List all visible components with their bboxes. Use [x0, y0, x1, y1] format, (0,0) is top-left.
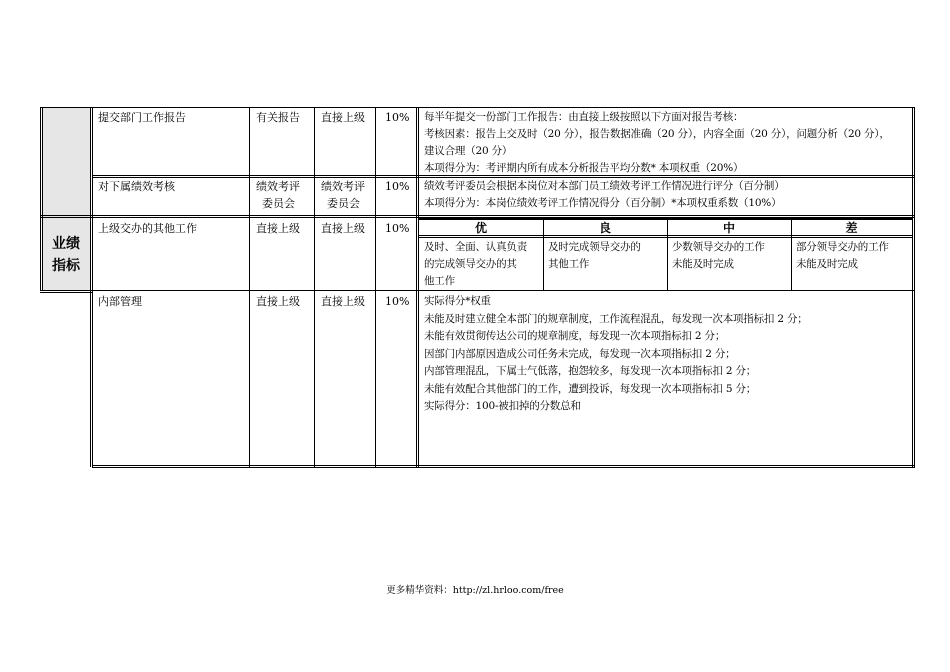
data-source: 有关报告	[256, 111, 300, 124]
assessor: 直接上级	[321, 111, 365, 124]
rating-desc: 及时、全面、认真负责	[424, 241, 527, 253]
data-source: 绩效考评	[256, 180, 300, 193]
criteria-line: 实际得分：100-被扣掉的分数总和	[424, 400, 581, 412]
weight: 10%	[385, 222, 410, 235]
item-name: 上级交办的其他工作	[98, 222, 197, 235]
assessor: 直接上级	[321, 222, 365, 235]
assessor: 直接上级	[321, 295, 365, 308]
criteria-line: 因部门内部原因造成公司任务未完成，每发现一次本项指标扣 2 分；	[424, 348, 736, 360]
criteria-line: 考核因素：报告上交及时（20 分），报告数据准确（20 分），内容全面（20 分），问题分析（20 分），	[424, 128, 890, 140]
assessor: 委员会	[327, 197, 360, 210]
rating-header: 优	[474, 221, 487, 235]
criteria-line: 内部管理混乱，下属士气低落，抱怨较多，每发现一次本项指标扣 2 分；	[424, 365, 757, 377]
rating-header: 中	[722, 221, 735, 235]
item-name: 对下属绩效考核	[98, 180, 175, 193]
criteria-line: 绩效考评委员会根据本岗位对本部门员工绩效考评工作情况进行评分（百分制）	[424, 180, 785, 192]
criteria-line: 未能及时建立健全本部门的规章制度，工作流程混乱，每发现一次本项指标扣 2 分；	[424, 313, 808, 325]
data-source: 委员会	[262, 197, 295, 210]
data-source: 直接上级	[256, 222, 300, 235]
rating-desc: 未能及时完成	[796, 258, 858, 270]
criteria-line: 本项得分为：考评期内所有成本分析报告平均分数* 本项权重（20%）	[424, 162, 744, 174]
criteria-line: 未能有效配合其他部门的工作，遭到投诉，每发现一次本项指标扣 5 分；	[424, 383, 757, 395]
rating-header: 差	[845, 221, 858, 235]
item-name: 内部管理	[98, 295, 142, 308]
side-label: 业绩 指标	[52, 236, 80, 274]
rating-desc: 少数领导交办的工作	[672, 241, 765, 253]
footer-link[interactable]: 更多精华资料：http://zl.hrloo.com/free	[386, 585, 564, 596]
rating-desc: 部分领导交办的工作	[796, 241, 889, 253]
criteria-line: 建议合理（20 分）	[424, 145, 513, 157]
rating-desc: 未能及时完成	[672, 258, 734, 270]
criteria-line: 每半年提交一份部门工作报告：由直接上级按照以下方面对报告考核：	[424, 111, 744, 123]
weight: 10%	[385, 295, 410, 308]
rating-desc: 他工作	[424, 275, 455, 287]
assessor: 绩效考评	[321, 180, 365, 193]
item-name: 提交部门工作报告	[98, 111, 186, 124]
rating-desc: 及时完成领导交办的	[548, 241, 641, 253]
criteria-line: 实际得分*权重	[424, 295, 491, 307]
data-source: 直接上级	[256, 295, 300, 308]
criteria-line: 本项得分为：本岗位绩效考评工作情况得分（百分制）*本项权重系数（10%）	[424, 197, 782, 209]
rating-header: 良	[598, 221, 611, 235]
weight: 10%	[385, 180, 410, 193]
weight: 10%	[385, 111, 410, 124]
side-column-lower	[42, 290, 91, 466]
rating-desc: 的完成领导交办的其	[424, 258, 517, 270]
criteria-line: 未能有效贯彻传达公司的规章制度，每发现一次本项指标扣 2 分；	[424, 330, 726, 342]
rating-desc: 其他工作	[548, 258, 590, 270]
